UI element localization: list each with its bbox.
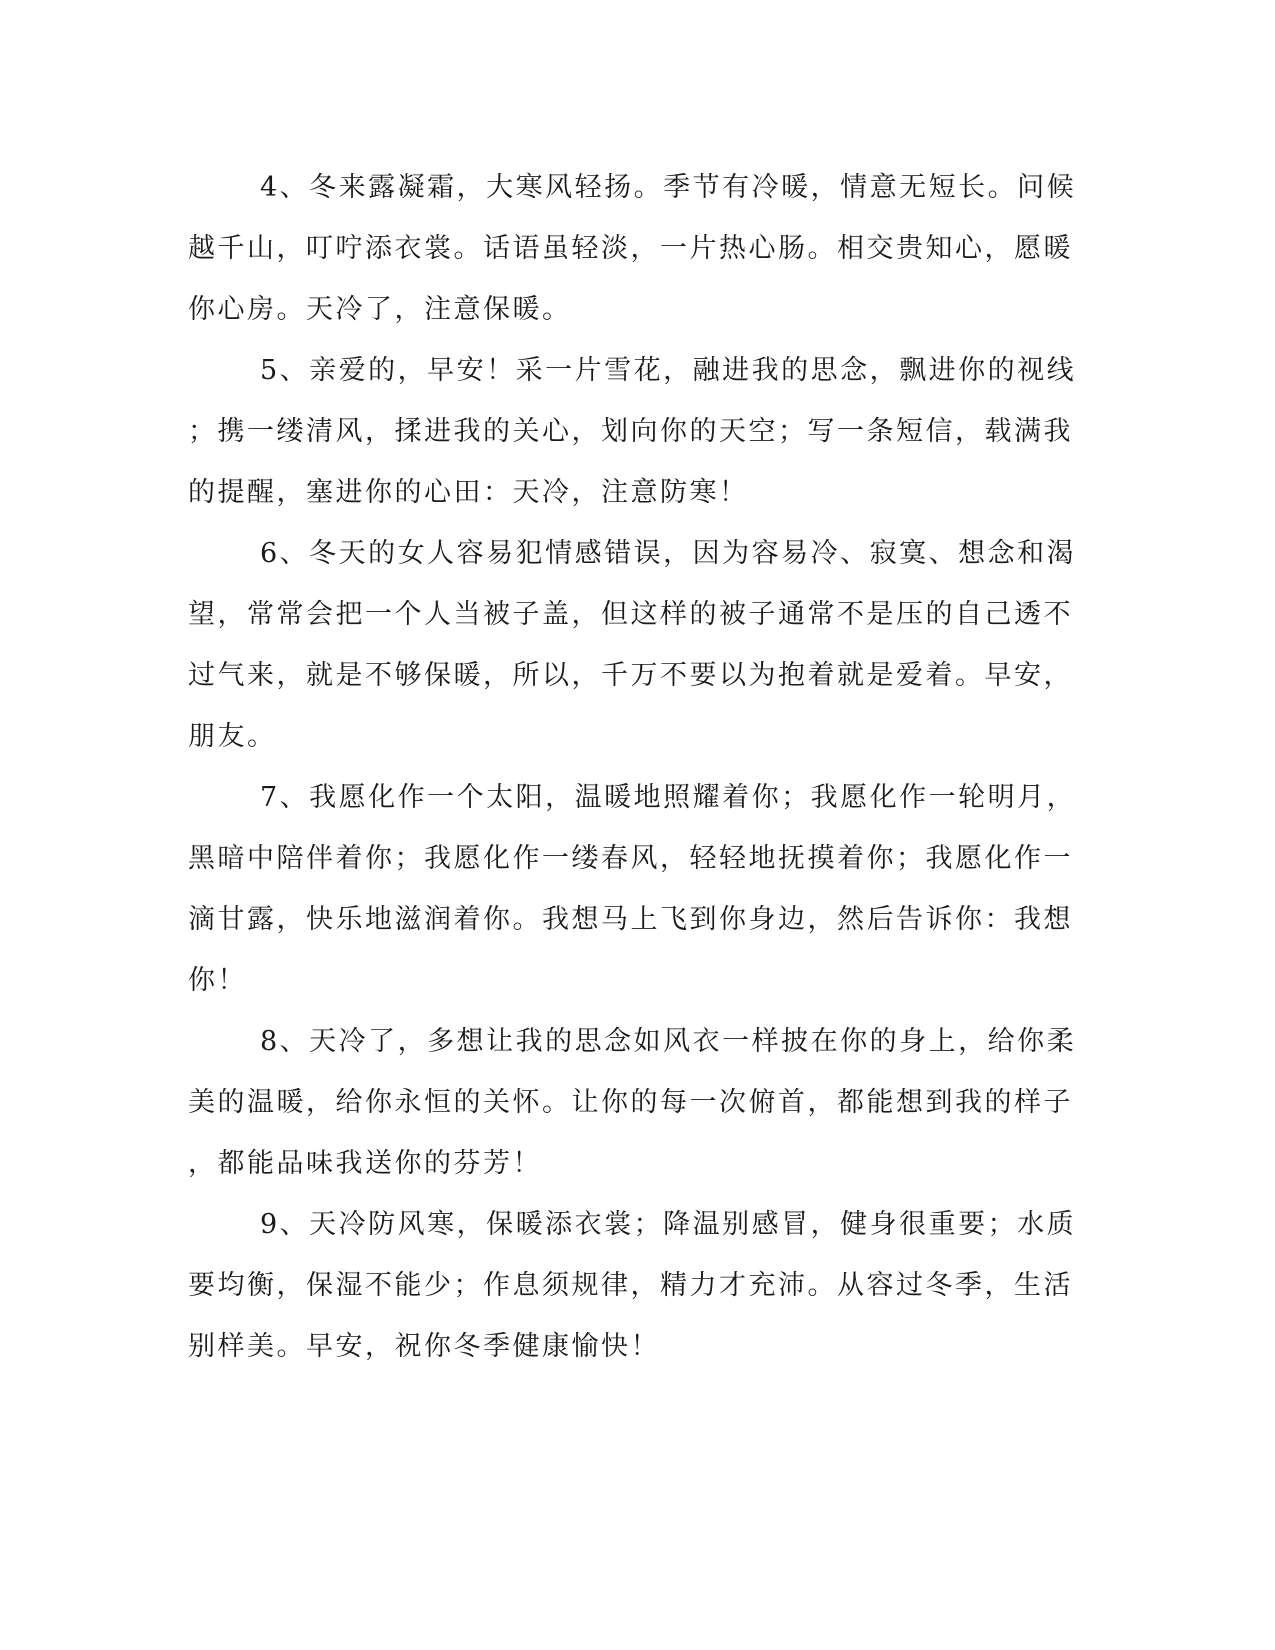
paragraph-line: ；携一缕清风，揉进我的关心，划向你的天空；写一条短信，载满我 [188,416,1073,447]
paragraph-4 [188,157,1077,340]
paragraph-line: 6、冬天的女人容易犯情感错误，因为容易冷、寂寞、想念和渴 [260,538,1077,569]
paragraph-line: 要均衡，保湿不能少；作息须规律，精力才充沛。从容过冬季，生活 [188,1270,1073,1301]
paragraph-line: 别样美。早安，祝你冬季健康愉快！ [188,1331,660,1362]
paragraph-line: 滴甘露，快乐地滋润着你。我想马上飞到你身边，然后告诉你：我想 [188,904,1073,935]
paragraph-line: 你！ [188,965,247,996]
paragraph-line: 5、亲爱的，早安！采一片雪花，融进我的思念，飘进你的视线 [260,355,1077,386]
paragraph-7 [188,767,1077,1011]
paragraph-line: 7、我愿化作一个太阳，温暖地照耀着你；我愿化作一轮明月， [260,782,1077,813]
paragraph-line: 4、冬来露凝霜，大寒风轻扬。季节有冷暖，情意无短长。问候 [260,172,1077,203]
paragraph-5 [188,340,1077,523]
paragraph-line: 你心房。天冷了，注意保暖。 [188,294,572,325]
paragraph-line: 黑暗中陪伴着你；我愿化作一缕春风，轻轻地抚摸着你；我愿化作一 [188,843,1073,874]
paragraph-line: 9、天冷防风寒，保暖添衣裳；降温别感冒，健身很重要；水质 [260,1209,1077,1240]
paragraph-line: 朋友。 [188,721,277,752]
paragraph-line: 的提醒，塞进你的心田：天冷，注意防寒！ [188,477,749,508]
paragraph-line: 望，常常会把一个人当被子盖，但这样的被子通常不是压的自己透不 [188,599,1073,630]
paragraph-9 [188,1194,1077,1377]
paragraph-6 [188,523,1077,767]
paragraph-line: 越千山，叮咛添衣裳。话语虽轻淡，一片热心肠。相交贵知心，愿暖 [188,233,1073,264]
paragraph-line: ，都能品味我送你的芬芳！ [188,1148,542,1179]
paragraph-line: 美的温暖，给你永恒的关怀。让你的每一次俯首，都能想到我的样子 [188,1087,1073,1118]
paragraph-line: 过气来，就是不够保暖，所以，千万不要以为抱着就是爱着。早安， [188,660,1073,691]
paragraph-8 [188,1011,1077,1194]
document-body [188,157,1077,1377]
paragraph-line: 8、天冷了，多想让我的思念如风衣一样披在你的身上，给你柔 [260,1026,1077,1057]
